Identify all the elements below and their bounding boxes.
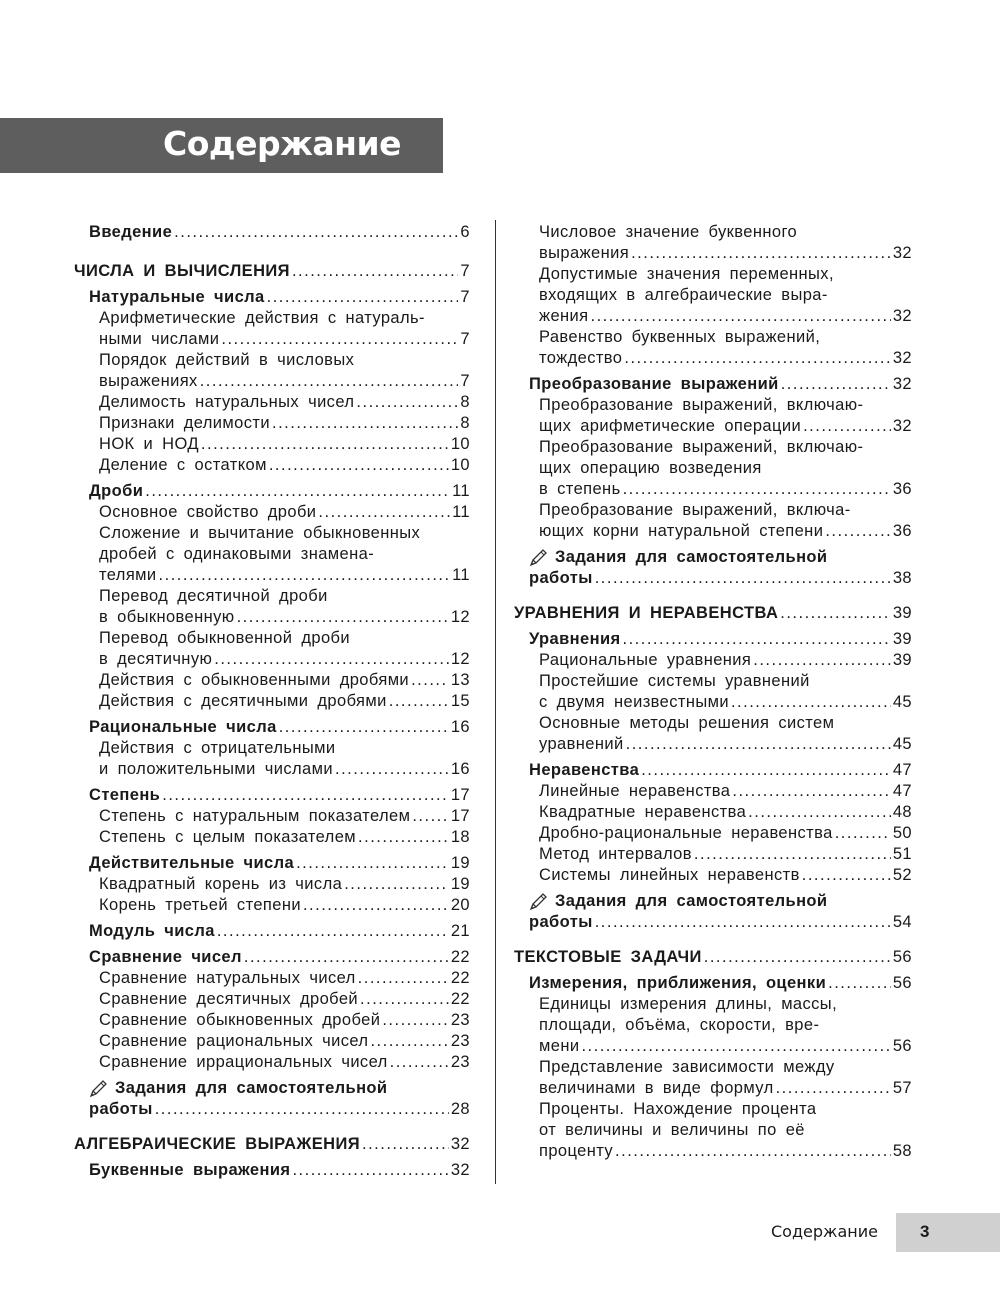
toc-entry-label: Дробно-рациональные неравенства <box>539 824 833 842</box>
toc-entry-label: Дроби <box>89 482 144 500</box>
leader-dots <box>174 222 458 243</box>
leader-dots <box>217 921 449 942</box>
page-number: 11 <box>452 482 470 500</box>
page-title: Содержание <box>163 124 401 163</box>
toc-entry-label: тождество <box>539 349 623 367</box>
leader-dots <box>828 973 891 994</box>
toc-entry-label: проценту <box>539 1142 614 1160</box>
page-number: 48 <box>892 803 912 821</box>
leader-dots <box>362 1134 449 1155</box>
toc-entry-label: ЧИСЛА И ВЫЧИСЛЕНИЯ <box>74 262 290 280</box>
toc-entry-label: Корень третьей степени <box>99 896 301 914</box>
leader-dots <box>221 329 458 350</box>
toc-entry-label: уравнений <box>539 735 624 753</box>
page-number: 19 <box>450 875 470 893</box>
page-number: 7 <box>460 262 470 280</box>
toc-entry-line: Числовое значение буквенного <box>539 223 798 241</box>
toc-entry-line: Проценты. Нахождение процента <box>539 1100 817 1118</box>
toc-item[interactable] <box>74 989 470 1010</box>
toc-subsection[interactable] <box>74 481 470 502</box>
toc-item[interactable] <box>514 844 912 865</box>
toc-entry-line: Допустимые значения переменных, <box>539 265 834 283</box>
toc-item[interactable] <box>74 586 470 628</box>
toc-entry-label: Неравенства <box>529 761 640 779</box>
page-number: 39 <box>892 630 912 648</box>
toc-entry-line: Равенство буквенных выражений, <box>539 328 821 346</box>
toc-item[interactable] <box>74 1010 470 1031</box>
toc-item[interactable] <box>514 264 912 327</box>
toc-entry-line: Представление зависимости между <box>539 1058 835 1076</box>
toc-section[interactable] <box>74 1134 470 1155</box>
toc-item[interactable] <box>514 1099 912 1162</box>
toc-entry-label: выражения <box>539 244 630 262</box>
toc-item[interactable] <box>74 895 470 916</box>
toc-section[interactable] <box>74 261 470 282</box>
page-number: 16 <box>450 718 470 736</box>
page-number: 45 <box>892 693 912 711</box>
toc-entry-label: жения <box>539 307 589 325</box>
toc-entry-label: Введение <box>89 223 173 241</box>
toc-section[interactable] <box>514 603 912 624</box>
leader-dots <box>390 1052 449 1073</box>
leader-dots <box>704 947 891 968</box>
leader-dots <box>303 895 449 916</box>
leader-dots <box>412 806 449 827</box>
toc-entry-label: в обыкновенную <box>99 608 235 626</box>
toc-entry-label: с двумя неизвестными <box>539 693 729 711</box>
page-number: 39 <box>892 651 912 669</box>
toc-entry-label: Натуральные числа <box>89 288 265 306</box>
leader-dots <box>155 1099 449 1120</box>
page-number: 22 <box>450 948 470 966</box>
page-number: 32 <box>450 1135 470 1153</box>
leader-dots <box>623 629 891 650</box>
toc-entry-label: в десятичную <box>99 650 213 668</box>
toc-entry-label: работы <box>529 913 593 931</box>
leader-dots <box>803 416 891 437</box>
toc-entry-label: Действительные числа <box>89 854 295 872</box>
toc-entry-label: Степень с целым показателем <box>99 828 357 846</box>
leader-dots <box>781 374 891 395</box>
toc-item[interactable] <box>74 628 470 670</box>
page-number: 19 <box>450 854 470 872</box>
toc-item[interactable] <box>74 806 470 827</box>
toc-item[interactable] <box>74 691 470 712</box>
toc-entry-line: Основные методы решения систем <box>539 714 835 732</box>
page-number: 18 <box>450 828 470 846</box>
toc-entry-label: Делимость натуральных чисел <box>99 393 355 411</box>
leader-dots <box>335 759 449 780</box>
page-number: 36 <box>892 522 912 540</box>
toc-task-entry[interactable] <box>74 1078 470 1120</box>
toc-left-column <box>74 222 470 1181</box>
page-number: 21 <box>450 922 470 940</box>
page-number-box <box>896 1213 1000 1252</box>
toc-entry-line: Преобразование выражений, включаю- <box>539 438 864 456</box>
page-number: 11 <box>452 503 470 521</box>
toc-entry-line: щих операцию возведения <box>539 459 762 477</box>
leader-dots <box>237 607 449 628</box>
toc-entry-label: ющих корни натуральной степени <box>539 522 824 540</box>
toc-subsection[interactable] <box>74 717 470 738</box>
toc-entry-label: АЛГЕБРАИЧЕСКИЕ ВЫРАЖЕНИЯ <box>74 1135 360 1153</box>
page-number: 56 <box>892 974 912 992</box>
toc-entry-line: Простейшие системы уравнений <box>539 672 810 690</box>
leader-dots <box>732 781 890 802</box>
page-number: 12 <box>450 608 470 626</box>
toc-subsection[interactable] <box>74 947 470 968</box>
leader-dots <box>201 434 449 455</box>
page-number: 12 <box>450 650 470 668</box>
page-number: 54 <box>892 913 912 931</box>
toc-item[interactable] <box>74 1031 470 1052</box>
leader-dots <box>292 1160 448 1181</box>
leader-dots <box>279 717 449 738</box>
toc-entry-label: ТЕКСТОВЫЕ ЗАДАЧИ <box>514 948 702 966</box>
pencil-icon <box>89 1080 109 1098</box>
toc-entry-label: выражениях <box>99 372 198 390</box>
toc-entry-line: Перевод обыкновенной дроби <box>99 629 350 647</box>
toc-task-entry[interactable] <box>514 547 912 589</box>
toc-entry-label: Сравнение обыкновенных дробей <box>99 1011 381 1029</box>
leader-dots <box>358 827 449 848</box>
toc-right-column <box>514 222 912 1162</box>
leader-dots <box>835 823 891 844</box>
toc-entry-label: Признаки делимости <box>99 414 270 432</box>
toc-item[interactable] <box>74 434 470 455</box>
page-number: 10 <box>450 435 470 453</box>
toc-entry-line: Преобразование выражений, включа- <box>539 501 851 519</box>
toc-subsection[interactable] <box>74 853 470 874</box>
toc-entry-label: телями <box>99 566 157 584</box>
toc-item[interactable] <box>514 395 912 437</box>
toc-item[interactable] <box>514 500 912 542</box>
toc-item[interactable] <box>74 392 470 413</box>
leader-dots <box>641 760 891 781</box>
page-number: 7 <box>460 288 470 306</box>
toc-item[interactable] <box>514 650 912 671</box>
toc-item[interactable] <box>74 738 470 780</box>
page-number: 7 <box>460 372 470 390</box>
leader-dots <box>748 802 891 823</box>
leader-dots <box>780 603 891 624</box>
page-number: 7 <box>460 330 470 348</box>
toc-entry-label: Сравнение натуральных чисел <box>99 969 356 987</box>
page-number: 32 <box>892 349 912 367</box>
column-divider <box>495 220 496 1184</box>
toc-item[interactable] <box>514 1057 912 1099</box>
page-number: 50 <box>892 824 912 842</box>
toc-entry-line: площади, объёма, скорости, вре- <box>539 1016 820 1034</box>
toc-entry-label: УРАВНЕНИЯ И НЕРАВЕНСТВА <box>514 604 779 622</box>
leader-dots <box>623 479 891 500</box>
toc-entry-line: Задания для самостоятельной <box>555 548 828 566</box>
toc-entry-label: Сравнение чисел <box>89 948 242 966</box>
leader-dots <box>595 912 891 933</box>
toc-subsection[interactable] <box>74 287 470 308</box>
toc-item[interactable] <box>514 713 912 755</box>
toc-entry-label: Основное свойство дроби <box>99 503 317 521</box>
leader-dots <box>731 692 891 713</box>
page-number: 38 <box>892 569 912 587</box>
toc-entry-label: щих арифметические операции <box>539 417 802 435</box>
leader-dots <box>776 1078 891 1099</box>
toc-entry-line: от величины и величины по её <box>539 1121 805 1139</box>
page-number: 23 <box>450 1053 470 1071</box>
toc-item[interactable] <box>514 994 912 1057</box>
toc-entry-label: Сравнение иррациональных чисел <box>99 1053 388 1071</box>
toc-entry-label: Буквенные выражения <box>89 1161 291 1179</box>
page-number: 51 <box>892 845 912 863</box>
toc-entry-label: НОК и НОД <box>99 435 199 453</box>
page-number: 23 <box>450 1032 470 1050</box>
page-number: 8 <box>460 393 470 411</box>
toc-subsection[interactable] <box>514 374 912 395</box>
page-number: 15 <box>450 692 470 710</box>
toc-entry-label: мени <box>539 1037 580 1055</box>
leader-dots <box>292 261 458 282</box>
toc-entry-label: Деление с остатком <box>99 456 267 474</box>
page-number: 22 <box>450 969 470 987</box>
toc-entry-line: Преобразование выражений, включаю- <box>539 396 864 414</box>
toc-entry-label: Сравнение десятичных дробей <box>99 990 359 1008</box>
toc-item[interactable] <box>74 455 470 476</box>
toc-item[interactable] <box>514 222 912 264</box>
toc-entry-label: Сравнение рациональных чисел <box>99 1032 369 1050</box>
leader-dots <box>267 287 459 308</box>
leader-dots <box>615 1141 891 1162</box>
leader-dots <box>200 371 459 392</box>
leader-dots <box>145 481 450 502</box>
leader-dots <box>624 348 890 369</box>
toc-entry-label: Рациональные числа <box>89 718 277 736</box>
leader-dots <box>244 947 449 968</box>
toc-entry-line: Единицы измерения длины, массы, <box>539 995 838 1013</box>
page-number: 8 <box>460 414 470 432</box>
leader-dots <box>214 649 449 670</box>
toc-item[interactable] <box>514 671 912 713</box>
pencil-icon <box>529 893 549 911</box>
toc-item[interactable] <box>514 823 912 844</box>
toc-item[interactable] <box>74 308 470 350</box>
toc-item[interactable] <box>74 874 470 895</box>
toc-entry-intro[interactable] <box>74 222 470 243</box>
leader-dots <box>694 844 891 865</box>
toc-entry-line: входящих в алгебраические выра- <box>539 286 828 304</box>
toc-entry-label: Измерения, приближения, оценки <box>529 974 827 992</box>
toc-entry-label: Линейные неравенства <box>539 782 731 800</box>
leader-dots <box>825 521 891 542</box>
toc-item[interactable] <box>74 350 470 392</box>
page-number: 57 <box>892 1079 912 1097</box>
toc-item[interactable] <box>74 413 470 434</box>
page-number: 32 <box>892 244 912 262</box>
toc-subsection[interactable] <box>74 1160 470 1181</box>
toc-item[interactable] <box>74 502 470 523</box>
page-number: 39 <box>892 604 912 622</box>
toc-item[interactable] <box>74 1052 470 1073</box>
leader-dots <box>581 1036 890 1057</box>
toc-section[interactable] <box>514 947 912 968</box>
page-number: 32 <box>892 417 912 435</box>
leader-dots <box>356 392 458 413</box>
page-number: 52 <box>892 866 912 884</box>
toc-entry-label: Квадратные неравенства <box>539 803 747 821</box>
leader-dots <box>382 1010 449 1031</box>
toc-entry-line: дробей с одинаковыми знамена- <box>99 545 375 563</box>
toc-task-entry[interactable] <box>514 891 912 933</box>
leader-dots <box>358 968 449 989</box>
page-number: 6 <box>460 223 470 241</box>
toc-item[interactable] <box>514 865 912 886</box>
toc-entry-label: Действия с десятичными дробями <box>99 692 387 710</box>
toc-item[interactable] <box>74 670 470 691</box>
page-number: 36 <box>892 480 912 498</box>
page-number: 56 <box>892 948 912 966</box>
toc-entry-label: величинами в виде формул <box>539 1079 774 1097</box>
toc-subsection[interactable] <box>74 785 470 806</box>
leader-dots <box>802 865 891 886</box>
toc-item[interactable] <box>514 781 912 802</box>
leader-dots <box>753 650 891 671</box>
toc-entry-line: Перевод десятичной дроби <box>99 587 328 605</box>
page-number: 45 <box>892 735 912 753</box>
page-number: 11 <box>452 566 470 584</box>
page-number: 16 <box>450 760 470 778</box>
leader-dots <box>389 691 449 712</box>
page-number: 28 <box>450 1100 470 1118</box>
page-number: 17 <box>450 807 470 825</box>
page-number: 32 <box>892 375 912 393</box>
toc-entry-label: работы <box>529 569 593 587</box>
toc-entry-label: Уравнения <box>529 630 621 648</box>
toc-entry-label: Степень <box>89 786 161 804</box>
toc-entry-line: Арифметические действия с натураль- <box>99 309 425 327</box>
leader-dots <box>344 874 449 895</box>
toc-entry-label: Метод интервалов <box>539 845 692 863</box>
toc-item[interactable] <box>514 327 912 369</box>
leader-dots <box>296 853 449 874</box>
page-number: 47 <box>892 761 912 779</box>
pencil-icon <box>529 549 549 567</box>
toc-item[interactable] <box>74 523 470 586</box>
leader-dots <box>269 455 449 476</box>
leader-dots <box>162 785 449 806</box>
toc-entry-label: работы <box>89 1100 153 1118</box>
footer-page-number: 3 <box>920 1222 930 1241</box>
leader-dots <box>272 413 458 434</box>
toc-subsection[interactable] <box>514 973 912 994</box>
page-number: 10 <box>450 456 470 474</box>
toc-entry-label: Квадратный корень из числа <box>99 875 343 893</box>
toc-entry-label: и положительными числами <box>99 760 333 778</box>
leader-dots <box>159 565 451 586</box>
toc-item[interactable] <box>74 827 470 848</box>
leader-dots <box>360 989 449 1010</box>
leader-dots <box>626 734 891 755</box>
page-number: 23 <box>450 1011 470 1029</box>
page-number: 58 <box>892 1142 912 1160</box>
page-number: 20 <box>450 896 470 914</box>
toc-entry-label: в степень <box>539 480 621 498</box>
toc-subsection[interactable] <box>74 921 470 942</box>
toc-entry-label: Модуль числа <box>89 922 215 940</box>
footer-running-title: Содержание <box>771 1222 878 1241</box>
toc-item[interactable] <box>514 437 912 500</box>
toc-item[interactable] <box>514 802 912 823</box>
title-bar <box>0 118 443 173</box>
leader-dots <box>370 1031 448 1052</box>
toc-entry-line: Действия с отрицательными <box>99 739 336 757</box>
toc-entry-label: Системы линейных неравенств <box>539 866 800 884</box>
page-number: 17 <box>450 786 470 804</box>
page-number: 13 <box>450 671 470 689</box>
toc-entry-label: Степень с натуральным показателем <box>99 807 411 825</box>
toc-entry-label: ными числами <box>99 330 220 348</box>
leader-dots <box>411 670 449 691</box>
leader-dots <box>590 306 890 327</box>
leader-dots <box>318 502 450 523</box>
toc-entry-line: Задания для самостоятельной <box>555 892 828 910</box>
toc-entry-line: Порядок действий в числовых <box>99 351 355 369</box>
toc-entry-line: Сложение и вычитание обыкновенных <box>99 524 421 542</box>
page-number: 56 <box>892 1037 912 1055</box>
toc-entry-line: Задания для самостоятельной <box>115 1079 388 1097</box>
toc-entry-label: Преобразование выражений <box>529 375 779 393</box>
toc-entry-label: Действия с обыкновенными дробями <box>99 671 410 689</box>
toc-subsection[interactable] <box>514 629 912 650</box>
page-number: 32 <box>892 307 912 325</box>
toc-item[interactable] <box>74 968 470 989</box>
leader-dots <box>595 568 891 589</box>
leader-dots <box>631 243 891 264</box>
page-number: 47 <box>892 782 912 800</box>
page-number: 22 <box>450 990 470 1008</box>
page-number: 32 <box>450 1161 470 1179</box>
toc-entry-label: Рациональные уравнения <box>539 651 752 669</box>
toc-subsection[interactable] <box>514 760 912 781</box>
